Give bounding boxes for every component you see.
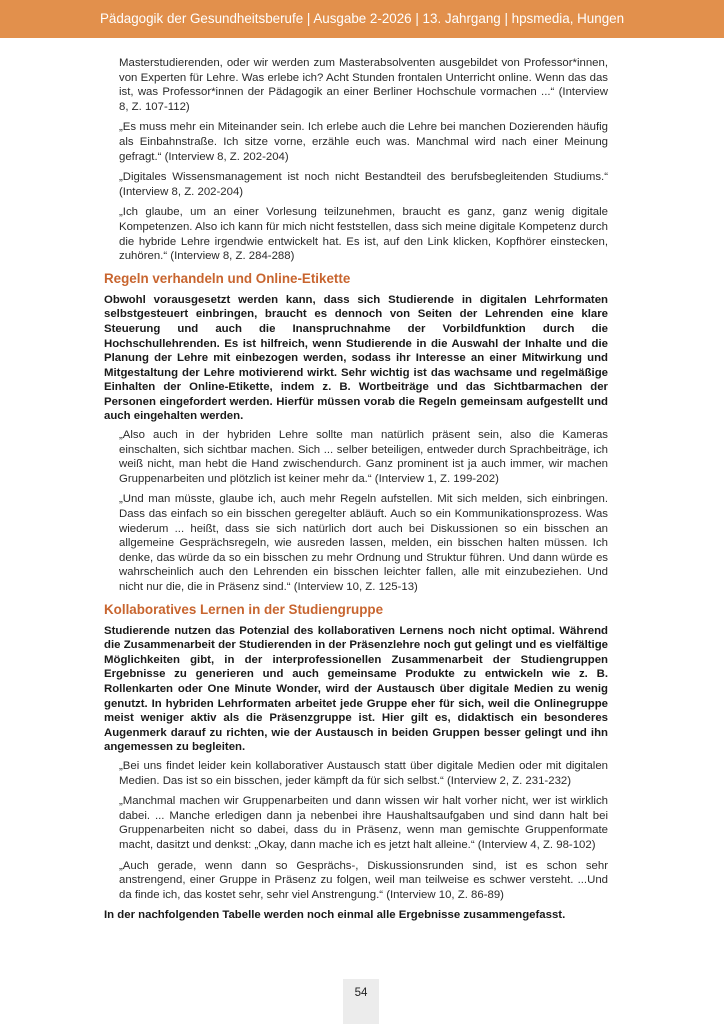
article-content: [104, 56, 608, 923]
interview-quote: „Auch gerade, wenn dann so Gesprächs-, Diskussionsrunden sind, ist es schon sehr anstrengend, einer Gruppe in Präsenz zu folgen, weil man teilweise es schwer versteht. ...Und da finde ich, das kostet sehr, sehr viel Anstrengung.“ (Interview 10, Z. 86-89): [119, 859, 608, 901]
interview-quote: „Und man müsste, glaube ich, auch mehr Regeln aufstellen. Mit sich melden, sich einbringen. Dass das einfach so ein bisschen geregelter abläuft. Auch so ein Kommunikationsprozess. Was wiederum ... heißt, dass sie sich natürlich dort auch bei Diskussionen so ein bisschen an allgemeine Gesprächsregeln, wie ausreden lassen, melden, ein bisschen halten müssen. Ich denke, das würde da so ein bisschen zu mehr Ordnung und Struktur führen. Und dann würde es wahrscheinlich auch den Lehrenden ein bisschen leichter fallen, alle mit einzubeziehen. Und nicht nur die, die in Präsenz sind.“ (Interview 10, Z. 125-13): [119, 493, 608, 593]
section-body-regeln: Obwohl vorausgesetzt werden kann, dass sich Studierende in digitalen Lehrformaten selbstgesteuert einbringen, braucht es dennoch von Seiten der Lehrenden eine klare Steuerung und auch die Inanspruchnahme der Vorbildfunktion durch die Hochschullehrenden. Es ist hilfreich, wenn Studierende in die Auswahl der Inhalte und die Planung der Lehre mit einbezogen werden, sodass ihr Interesse an einer Mitwirkung und Mitgestaltung der Lehre motivierend wirkt. Sehr wichtig ist das wachsame und regelmäßige Einhalten der Online-Etikette, indem z. B. Wortbeiträge und das Sichtbarmachen der Personen eingefordert werden. Hierfür müssen vorab die Regeln gemeinsam aufgestellt und auch eingehalten werden.: [104, 293, 608, 423]
interview-quote: „Also auch in der hybriden Lehre sollte man natürlich präsent sein, also die Kameras einschalten, sich sichtbar machen. Sich ... selber beteiligen, entweder durch Sprachbeiträge, ich weiß nicht, man hebt die Hand zwischendurch. Ganz prominent ist ja auch immer, wir machen Gruppenarbeiten und plötzlich ist keiner mehr da.“ (Interview 1, Z. 199-202): [119, 429, 608, 485]
journal-header-title: Pädagogik der Gesundheitsberufe | Ausgabe 2-2026 | 13. Jahrgang | hpsmedia, Hungen: [99, 11, 625, 26]
section-heading-kollaboratives-lernen: Kollaboratives Lernen in der Studiengruppe: [104, 601, 384, 617]
page-number-box: [343, 979, 379, 1024]
section-heading-regeln: Regeln verhandeln und Online-Etikette: [104, 270, 351, 286]
interview-quote: Masterstudierenden, oder wir werden zum Masterabsolventen ausgebildet von Professor*innen, von Experten für Lehre. Was erlebe ich? Acht Stunden frontalen Unterricht online. Wenn das das ist, was Professor*innen der Pädagogik an einer Berliner Hochschule vormachen ...“ (Interview 8, Z. 107-112): [119, 57, 608, 113]
interview-quote: „Manchmal machen wir Gruppenarbeiten und dann wissen wir halt vorher nicht, wer ist wirklich dabei. ... Manche erledigen dann ja nebenbei ihre Haushaltsaufgaben und sind dann halt bei Gruppenarbeiten nicht so dabei, dass du in Präsenz, wenn man gemischte Gruppenformate macht, dasitzt und denkst: „Okay, dann mache ich es jetzt halt alleine.“ (Interview 4, Z. 98-102): [119, 795, 608, 851]
journal-header: [0, 0, 724, 38]
closing-sentence: In der nachfolgenden Tabelle werden noch einmal alle Ergebnisse zusammengefasst.: [104, 909, 566, 922]
page-number: 54: [354, 987, 368, 999]
interview-quote: „Bei uns findet leider kein kollaborativer Austausch statt über digitale Medien oder mit digitalen Medien. Das ist so ein bisschen, jeder kämpft da für sich selbst.“ (Interview 2, Z. 231-232): [119, 759, 608, 787]
interview-quote: „Digitales Wissensmanagement ist noch nicht Bestandteil des berufsbegleitenden Studiums.“ (Interview 8, Z. 202-204): [119, 171, 608, 198]
interview-quote: „Es muss mehr ein Miteinander sein. Ich erlebe auch die Lehre bei manchen Dozierenden häufig als Einbahnstraße. Ich sitze vorne, erzähle euch was. Manchmal wird nach einer Meinung gefragt.“ (Interview 8, Z. 202-204): [119, 121, 608, 163]
section-body-kollaboratives-lernen: Studierende nutzen das Potenzial des kollaborativen Lernens noch nicht optimal. Während die Zusammenarbeit der Studierenden in der Präsenzlehre noch gut gelingt und es vielfältige Möglichkeiten gibt, in der interprofessionellen Zusammenarbeit der Studiengruppen Ergebnisse zu generieren und auch gemeinsame Produkte zu entwickeln wie z. B. Rollenkarten oder One Minute Wonder, wird der Austausch über digitale Medien zu wenig genutzt. In hybriden Lehrformaten arbeitet jede Gruppe eher für sich, weil die Onlinegruppe meist weniger aktiv als die Präsenzgruppe ist. Hier gilt es, didaktisch ein besonderes Augenmerk darauf zu richten, wie der Austausch in beiden Gruppen besser gelingt und ihn angemessen zu begleiten.: [104, 624, 608, 754]
interview-quote: „Ich glaube, um an einer Vorlesung teilzunehmen, braucht es ganz, ganz wenig digitale Kompetenzen. Also ich kann für mich nicht feststellen, dass sich meine digitale Kompetenz durch die hybride Lehre irgendwie entwickelt hat. Es ist, auf den Link klicken, Kopfhörer einstecken, zuhören.“ (Interview 8, Z. 284-288): [119, 206, 608, 263]
